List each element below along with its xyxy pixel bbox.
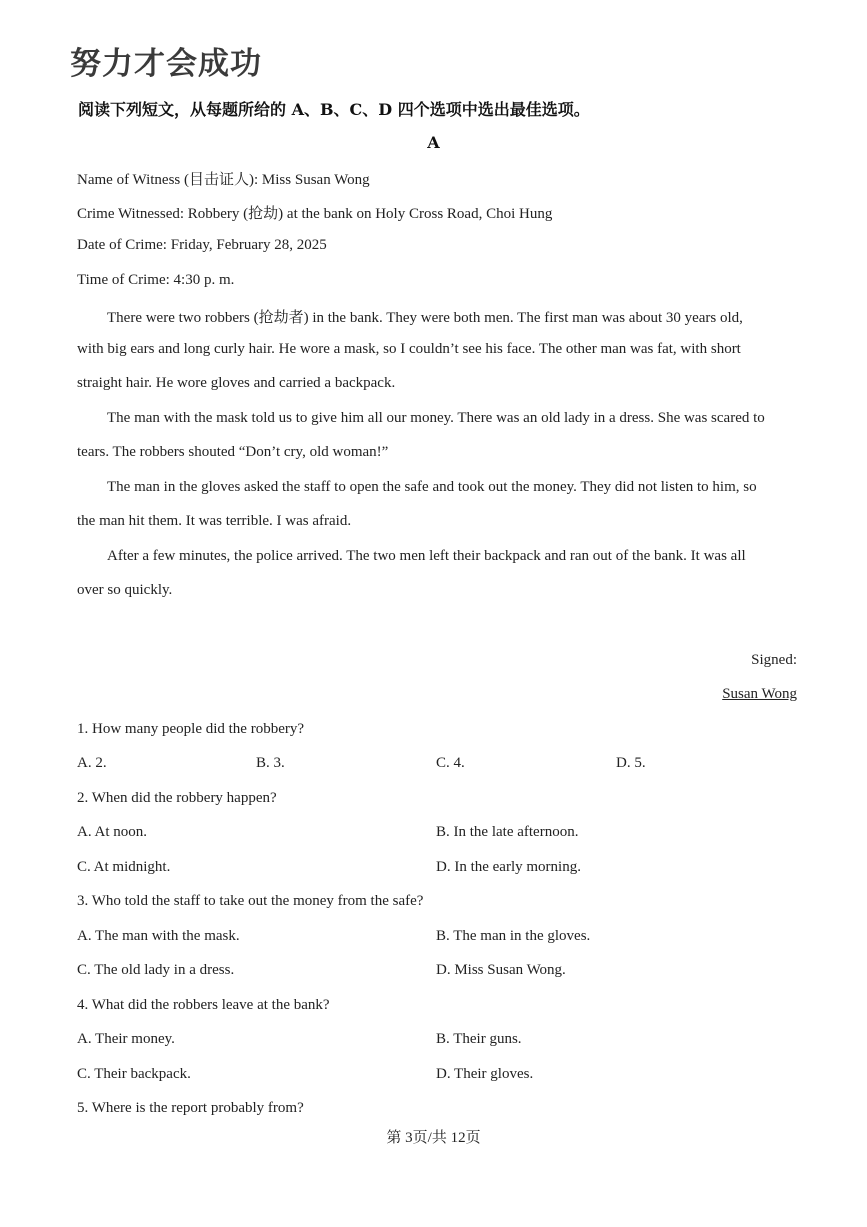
date-line: Date of Crime: Friday, February 28, 2025 <box>77 237 327 253</box>
question-2-option-d: D. In the early morning. <box>436 859 581 875</box>
paragraph-1-line-1: There were two robbers (抢劫者) in the bank. They were both men. The first man was about 30 years old, <box>107 310 743 326</box>
watermark-title: 努力才会成功 <box>70 46 262 82</box>
paragraph-2-line-1: The man with the mask told us to give him all our money. There was an old lady in a dress. She was scared to <box>107 410 765 426</box>
question-3-option-c: C. The old lady in a dress. <box>77 962 235 978</box>
page-footer: 第 3页/共 12页 <box>386 1130 481 1146</box>
paragraph-4-line-1: After a few minutes, the police arrived. The two men left their backpack and ran out of the bank. It was all <box>107 548 746 564</box>
time-line: Time of Crime: 4:30 p. m. <box>77 272 235 288</box>
crime-line: Crime Witnessed: Robbery (抢劫) at the bank on Holy Cross Road, Choi Hung <box>77 206 553 222</box>
question-3-option-a: A. The man with the mask. <box>77 928 240 944</box>
question-2-option-b: B. In the late afternoon. <box>436 824 579 840</box>
signature-name: Susan Wong <box>722 686 797 702</box>
question-2-option-c: C. At midnight. <box>77 859 171 875</box>
paragraph-4-line-2: over so quickly. <box>77 582 173 598</box>
question-4: 4. What did the robbers leave at the bank? <box>77 997 330 1013</box>
paragraph-3-line-2: the man hit them. It was terrible. I was afraid. <box>77 513 352 529</box>
witness-line: Name of Witness (目击证人): Miss Susan Wong <box>77 172 370 188</box>
question-3: 3. Who told the staff to take out the money from the safe? <box>77 893 424 909</box>
question-1: 1. How many people did the robbery? <box>77 721 305 737</box>
question-5: 5. Where is the report probably from? <box>77 1100 304 1116</box>
question-1-option-d: D. 5. <box>616 755 646 771</box>
signature-label: Signed: <box>751 652 797 668</box>
question-2-option-a: A. At noon. <box>77 824 148 840</box>
question-1-option-a: A. 2. <box>77 755 107 771</box>
question-2: 2. When did the robbery happen? <box>77 790 277 806</box>
question-4-option-d: D. Their gloves. <box>436 1066 534 1082</box>
paragraph-2-line-2: tears. The robbers shouted “Don’t cry, old woman!” <box>77 444 389 460</box>
paragraph-3-line-1: The man in the gloves asked the staff to open the safe and took out the money. They did not listen to him, so <box>107 479 757 495</box>
question-1-option-c: C. 4. <box>436 755 465 771</box>
question-1-option-b: B. 3. <box>256 755 285 771</box>
question-4-option-c: C. Their backpack. <box>77 1066 191 1082</box>
paragraph-1-line-2: with big ears and long curly hair. He wore a mask, so I couldn’t see his face. The other man was fat, with short <box>77 341 741 357</box>
question-4-option-b: B. Their guns. <box>436 1031 522 1047</box>
question-4-option-a: A. Their money. <box>77 1031 175 1047</box>
instruction-text: 阅读下列短文，从每题所给的 A、B、C、D 四个选项中选出最佳选项。 <box>78 100 590 119</box>
paragraph-1-line-3: straight hair. He wore gloves and carried a backpack. <box>77 375 396 391</box>
question-3-option-b: B. The man in the gloves. <box>436 928 591 944</box>
section-label: A <box>427 133 440 152</box>
question-3-option-d: D. Miss Susan Wong. <box>436 962 566 978</box>
